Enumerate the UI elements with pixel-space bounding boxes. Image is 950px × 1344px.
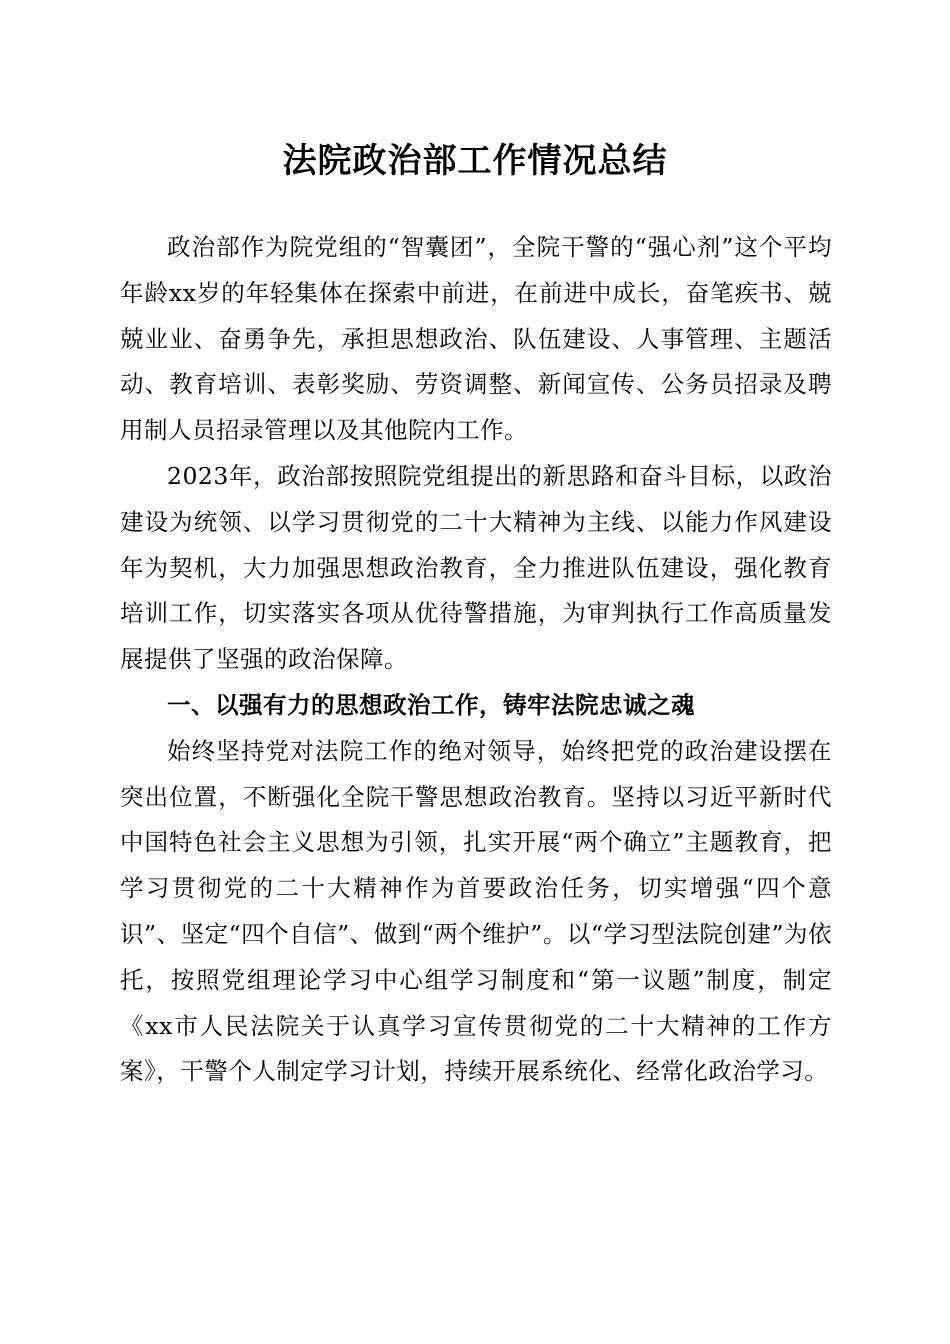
- intro-paragraph: 政治部作为院党组的“智囊团”，全院干警的“强心剂”这个平均年龄xx岁的年轻集体在探索中前进，在前进中成长，奋笔疾书、兢兢业业、奋勇争先，承担思想政治、队伍建设、人事管理、主题活动、教育培训、表彰奖励、劳资调整、新闻宣传、公务员招录及聘用制人员招录管理以及其他院内工作。: [120, 233, 832, 445]
- section-paragraph: 始终坚持党对法院工作的绝对领导，始终把党的政治建设摆在突出位置，不断强化全院干警思想政治教育。坚持以习近平新时代中国特色社会主义思想为引领，扎实开展“两个确立”主题教育，把学习贯彻党的二十大精神作为首要政治任务，切实增强“四个意识”、坚定“四个自信”、做到“两个维护”。以“学习型法院创建”为依托，按照党组理论学习中心组学习制度和“第一议题”制度，制定《xx市人民法院关于认真学习宣传贯彻党的二十大精神的工作方案》，干警个人制定学习计划，持续开展系统化、经常化政治学习。: [120, 736, 832, 1086]
- document-title: 法院政治部工作情况总结: [282, 141, 668, 181]
- section-heading: 一、以强有力的思想政治工作，铸牢法院忠诚之魂: [167, 690, 695, 719]
- summary-paragraph: 2023年，政治部按照院党组提出的新思路和奋斗目标，以政治建设为统领、以学习贯彻党的二十大精神为主线、以能力作风建设年为契机，大力加强思想政治教育，全力推进队伍建设，强化教育培训工作，切实落实各项从优待警措施，为审判执行工作高质量发展提供了坚强的政治保障。: [120, 461, 832, 674]
- document-body: [120, 225, 832, 1095]
